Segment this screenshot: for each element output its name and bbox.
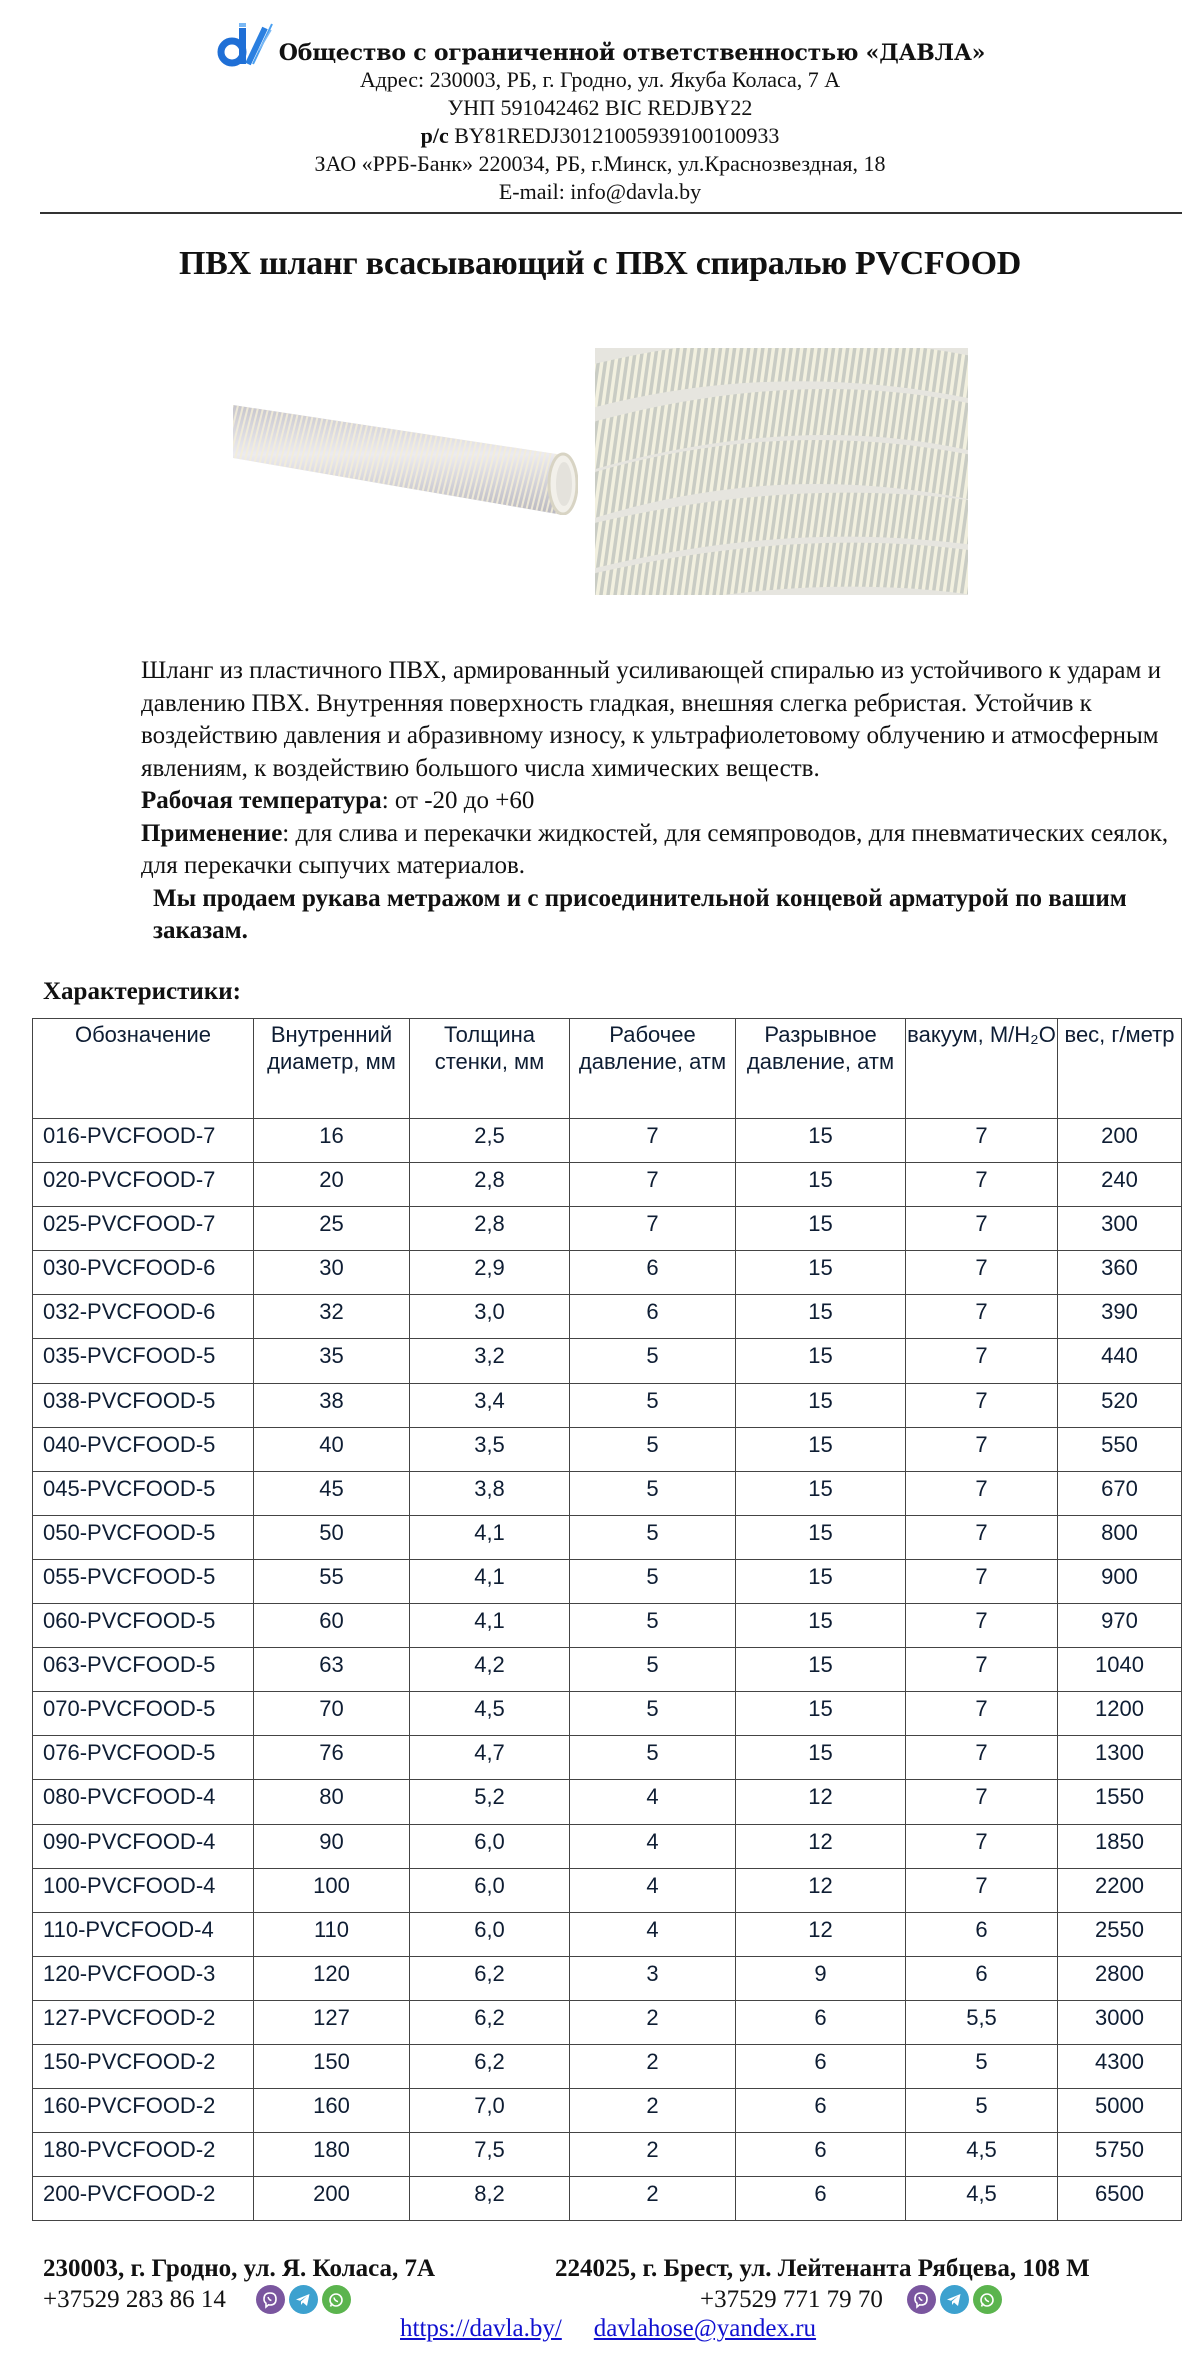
table-cell: 12 xyxy=(736,1868,906,1912)
cell-designation: 063-PVCFOOD-5 xyxy=(33,1648,254,1692)
table-cell: 15 xyxy=(736,1604,906,1648)
table-cell: 4300 xyxy=(1058,2044,1182,2088)
whatsapp-icon[interactable] xyxy=(973,2285,1002,2314)
table-cell: 6 xyxy=(736,2133,906,2177)
table-cell: 7 xyxy=(570,1207,736,1251)
table-cell: 6,2 xyxy=(410,2044,570,2088)
table-cell: 2,8 xyxy=(410,1207,570,1251)
table-cell: 6 xyxy=(736,2000,906,2044)
table-cell: 15 xyxy=(736,1163,906,1207)
table-cell: 110 xyxy=(254,1912,410,1956)
table-cell: 1850 xyxy=(1058,1824,1182,1868)
cell-designation: 035-PVCFOOD-5 xyxy=(33,1339,254,1383)
table-cell: 5 xyxy=(570,1383,736,1427)
table-cell: 2 xyxy=(570,2133,736,2177)
cell-designation: 050-PVCFOOD-5 xyxy=(33,1515,254,1559)
viber-icon[interactable] xyxy=(907,2285,936,2314)
col-wall-thickness: Толщина стенки, мм xyxy=(410,1019,570,1119)
table-row xyxy=(33,1163,1182,1207)
page-title: ПВХ шланг всасывающий с ПВХ спиралью PVCFOOD xyxy=(178,245,1022,282)
table-cell: 15 xyxy=(736,1119,906,1163)
table-cell: 7 xyxy=(906,1251,1058,1295)
table-cell: 1040 xyxy=(1058,1648,1182,1692)
table-cell: 15 xyxy=(736,1692,906,1736)
table-cell: 3,2 xyxy=(410,1339,570,1383)
cell-designation: 040-PVCFOOD-5 xyxy=(33,1427,254,1471)
brest-messengers xyxy=(907,2285,1002,2314)
application-value: : для слива и перекачки жидкостей, для семяпроводов, для пневматических сеялок, для перекачки сыпучих материалов. xyxy=(141,819,1169,879)
table-cell: 7 xyxy=(906,1824,1058,1868)
table-row xyxy=(33,1207,1182,1251)
application xyxy=(43,818,1173,883)
table-cell: 12 xyxy=(736,1780,906,1824)
cell-designation: 032-PVCFOOD-6 xyxy=(33,1295,254,1339)
table-cell: 15 xyxy=(736,1251,906,1295)
table-cell: 5750 xyxy=(1058,2133,1182,2177)
cell-designation: 090-PVCFOOD-4 xyxy=(33,1824,254,1868)
table-cell: 60 xyxy=(254,1604,410,1648)
table-cell: 390 xyxy=(1058,1295,1182,1339)
table-cell: 9 xyxy=(736,1956,906,2000)
footer-grodno-contacts xyxy=(43,2285,351,2314)
table-cell: 2550 xyxy=(1058,1912,1182,1956)
table-cell: 2 xyxy=(570,2089,736,2133)
cell-designation: 038-PVCFOOD-5 xyxy=(33,1383,254,1427)
table-cell: 550 xyxy=(1058,1427,1182,1471)
table-cell: 3,4 xyxy=(410,1383,570,1427)
cell-designation: 045-PVCFOOD-5 xyxy=(33,1471,254,1515)
table-cell: 6,2 xyxy=(410,2000,570,2044)
table-cell: 7 xyxy=(570,1163,736,1207)
company-name: Общество с ограниченной ответственностью «ДАВЛА» xyxy=(278,40,986,66)
cell-designation: 080-PVCFOOD-4 xyxy=(33,1780,254,1824)
table-cell: 15 xyxy=(736,1471,906,1515)
table-row xyxy=(33,1471,1182,1515)
working-temperature xyxy=(43,785,1173,818)
cell-designation: 070-PVCFOOD-5 xyxy=(33,1692,254,1736)
table-cell: 2800 xyxy=(1058,1956,1182,2000)
account-label: р/с xyxy=(420,123,449,148)
product-description-block xyxy=(43,655,1173,948)
cell-designation: 150-PVCFOOD-2 xyxy=(33,2044,254,2088)
table-cell: 5 xyxy=(906,2089,1058,2133)
table-cell: 25 xyxy=(254,1207,410,1251)
table-cell: 4,5 xyxy=(906,2133,1058,2177)
table-row xyxy=(33,1515,1182,1559)
table-cell: 6500 xyxy=(1058,2177,1182,2221)
table-cell: 76 xyxy=(254,1736,410,1780)
table-cell: 6 xyxy=(736,2177,906,2221)
viber-icon[interactable] xyxy=(256,2285,285,2314)
table-cell: 7 xyxy=(906,1471,1058,1515)
table-cell: 15 xyxy=(736,1339,906,1383)
col-weight: вес, г/метр xyxy=(1058,1019,1182,1119)
table-cell: 15 xyxy=(736,1383,906,1427)
table-cell: 200 xyxy=(1058,1119,1182,1163)
application-label: Применение xyxy=(141,819,283,847)
table-cell: 5 xyxy=(570,1648,736,1692)
table-cell: 150 xyxy=(254,2044,410,2088)
cell-designation: 160-PVCFOOD-2 xyxy=(33,2089,254,2133)
table-cell: 127 xyxy=(254,2000,410,2044)
table-row xyxy=(33,2089,1182,2133)
table-cell: 4,7 xyxy=(410,1736,570,1780)
header-divider xyxy=(40,212,1182,214)
table-cell: 4 xyxy=(570,1824,736,1868)
davla-logo-icon xyxy=(215,20,275,68)
table-cell: 7,5 xyxy=(410,2133,570,2177)
table-cell: 7 xyxy=(906,1736,1058,1780)
table-row xyxy=(33,1912,1182,1956)
table-cell: 6 xyxy=(906,1956,1058,2000)
table-row xyxy=(33,2000,1182,2044)
table-cell: 1550 xyxy=(1058,1780,1182,1824)
table-cell: 3000 xyxy=(1058,2000,1182,2044)
specifications-table xyxy=(32,1018,1182,2221)
table-cell: 55 xyxy=(254,1559,410,1603)
account-number: BY81REDJ30121005939100100933 xyxy=(454,123,780,148)
table-cell: 15 xyxy=(736,1515,906,1559)
company-line xyxy=(0,22,1200,66)
table-cell: 80 xyxy=(254,1780,410,1824)
company-unp: УНП 591042462 BIC REDJBY22 xyxy=(447,95,753,120)
table-cell: 4,5 xyxy=(906,2177,1058,2221)
table-row xyxy=(33,1692,1182,1736)
table-header-row xyxy=(33,1019,1182,1119)
footer-links xyxy=(400,2315,816,2343)
table-cell: 6,0 xyxy=(410,1824,570,1868)
col-inner-diameter: Внутренний диаметр, мм xyxy=(254,1019,410,1119)
table-cell: 7 xyxy=(906,1648,1058,1692)
footer-brest-contacts xyxy=(700,2285,1002,2314)
table-cell: 6 xyxy=(906,1912,1058,1956)
table-cell: 7 xyxy=(906,1604,1058,1648)
table-cell: 3,8 xyxy=(410,1471,570,1515)
company-address: Адрес: 230003, РБ, г. Гродно, ул. Якуба Коласа, 7 А xyxy=(359,67,841,92)
table-row xyxy=(33,1868,1182,1912)
cell-designation: 120-PVCFOOD-3 xyxy=(33,1956,254,2000)
cell-designation: 060-PVCFOOD-5 xyxy=(33,1604,254,1648)
table-cell: 6 xyxy=(736,2089,906,2133)
table-cell: 4,1 xyxy=(410,1515,570,1559)
table-cell: 5 xyxy=(906,2044,1058,2088)
table-cell: 1200 xyxy=(1058,1692,1182,1736)
cell-designation: 076-PVCFOOD-5 xyxy=(33,1736,254,1780)
table-cell: 32 xyxy=(254,1295,410,1339)
temperature-label: Рабочая температура xyxy=(141,787,382,814)
table-cell: 2,9 xyxy=(410,1251,570,1295)
table-cell: 2 xyxy=(570,2177,736,2221)
cell-designation: 110-PVCFOOD-4 xyxy=(33,1912,254,1956)
cell-designation: 055-PVCFOOD-5 xyxy=(33,1559,254,1603)
sales-note: Мы продаем рукава метражом и с присоединительной концевой арматурой по вашим заказам. xyxy=(153,884,1127,944)
table-cell: 38 xyxy=(254,1383,410,1427)
table-cell: 2 xyxy=(570,2044,736,2088)
table-cell: 7 xyxy=(906,1559,1058,1603)
table-cell: 15 xyxy=(736,1427,906,1471)
cell-designation: 127-PVCFOOD-2 xyxy=(33,2000,254,2044)
table-cell: 1300 xyxy=(1058,1736,1182,1780)
footer-brest-address: 224025, г. Брест, ул. Лейтенанта Рябцева, 108 М xyxy=(555,2255,1090,2282)
specs-heading: Характеристики: xyxy=(43,978,241,1005)
table-cell: 100 xyxy=(254,1868,410,1912)
table-cell: 2,5 xyxy=(410,1119,570,1163)
table-cell: 800 xyxy=(1058,1515,1182,1559)
table-row xyxy=(33,1604,1182,1648)
letterhead xyxy=(0,22,1200,206)
table-cell: 5000 xyxy=(1058,2089,1182,2133)
table-row xyxy=(33,1824,1182,1868)
col-designation: Обозначение xyxy=(33,1019,254,1119)
table-cell: 30 xyxy=(254,1251,410,1295)
table-row xyxy=(33,1339,1182,1383)
table-cell: 4,2 xyxy=(410,1648,570,1692)
table-cell: 6,0 xyxy=(410,1912,570,1956)
company-bank: ЗАО «РРБ-Банк» 220034, РБ, г.Минск, ул.Краснозвездная, 18 xyxy=(314,151,886,176)
table-row xyxy=(33,1780,1182,1824)
table-cell: 6,2 xyxy=(410,1956,570,2000)
table-cell: 120 xyxy=(254,1956,410,2000)
table-cell: 4,1 xyxy=(410,1604,570,1648)
table-cell: 6 xyxy=(736,2044,906,2088)
col-working-pressure: Рабочее давление, атм xyxy=(570,1019,736,1119)
table-cell: 7 xyxy=(906,1295,1058,1339)
hose-coiled-photo xyxy=(595,348,968,595)
table-cell: 12 xyxy=(736,1824,906,1868)
table-cell: 5 xyxy=(570,1339,736,1383)
table-cell: 45 xyxy=(254,1471,410,1515)
table-cell: 6,0 xyxy=(410,1868,570,1912)
table-row xyxy=(33,1119,1182,1163)
table-cell: 20 xyxy=(254,1163,410,1207)
table-row xyxy=(33,1736,1182,1780)
table-cell: 4 xyxy=(570,1912,736,1956)
table-row xyxy=(33,1251,1182,1295)
table-cell: 7 xyxy=(906,1163,1058,1207)
table-row xyxy=(33,2044,1182,2088)
table-cell: 7 xyxy=(906,1427,1058,1471)
table-cell: 12 xyxy=(736,1912,906,1956)
table-cell: 15 xyxy=(736,1736,906,1780)
table-cell: 7,0 xyxy=(410,2089,570,2133)
table-cell: 200 xyxy=(254,2177,410,2221)
table-cell: 7 xyxy=(906,1119,1058,1163)
table-cell: 520 xyxy=(1058,1383,1182,1427)
table-cell: 8,2 xyxy=(410,2177,570,2221)
table-cell: 3,0 xyxy=(410,1295,570,1339)
table-cell: 6 xyxy=(570,1251,736,1295)
table-cell: 15 xyxy=(736,1648,906,1692)
table-cell: 5 xyxy=(570,1559,736,1603)
table-cell: 360 xyxy=(1058,1251,1182,1295)
table-row xyxy=(33,1295,1182,1339)
table-cell: 180 xyxy=(254,2133,410,2177)
table-cell: 240 xyxy=(1058,1163,1182,1207)
cell-designation: 180-PVCFOOD-2 xyxy=(33,2133,254,2177)
email-link[interactable]: davlahose@yandex.ru xyxy=(593,2315,817,2342)
table-cell: 15 xyxy=(736,1295,906,1339)
table-cell: 4 xyxy=(570,1868,736,1912)
telegram-icon[interactable] xyxy=(940,2285,969,2314)
table-cell: 5,2 xyxy=(410,1780,570,1824)
table-cell: 7 xyxy=(906,1692,1058,1736)
table-cell: 7 xyxy=(906,1207,1058,1251)
table-row xyxy=(33,1648,1182,1692)
table-row xyxy=(33,1956,1182,2000)
table-cell: 3,5 xyxy=(410,1427,570,1471)
grodno-messengers xyxy=(256,2285,351,2314)
table-cell: 7 xyxy=(570,1119,736,1163)
table-cell: 5 xyxy=(570,1692,736,1736)
cell-designation: 030-PVCFOOD-6 xyxy=(33,1251,254,1295)
table-cell: 160 xyxy=(254,2089,410,2133)
table-cell: 5,5 xyxy=(906,2000,1058,2044)
company-email: E-mail: info@davla.by xyxy=(498,179,702,204)
table-row xyxy=(33,2133,1182,2177)
table-row xyxy=(33,1427,1182,1471)
table-cell: 970 xyxy=(1058,1604,1182,1648)
hose-straight-photo xyxy=(233,380,578,515)
table-cell: 7 xyxy=(906,1383,1058,1427)
table-cell: 70 xyxy=(254,1692,410,1736)
cell-designation: 200-PVCFOOD-2 xyxy=(33,2177,254,2221)
table-row xyxy=(33,2177,1182,2221)
product-description: Шланг из пластичного ПВХ, армированный усиливающей спиралью из устойчивого к ударам и давлению ПВХ. Внутренняя поверхность гладкая, внешняя слегка ребристая. Устойчив к воздействию давления и абразивному износу, к ультрафиолетовому облучению и атмосферным явлениям, к воздействию большого числа химических веществ. xyxy=(141,657,1161,782)
table-cell: 15 xyxy=(736,1207,906,1251)
table-cell: 5 xyxy=(570,1471,736,1515)
table-row xyxy=(33,1383,1182,1427)
table-cell: 16 xyxy=(254,1119,410,1163)
table-cell: 2,8 xyxy=(410,1163,570,1207)
table-cell: 4 xyxy=(570,1780,736,1824)
temperature-value: : от -20 до +60 xyxy=(381,787,535,814)
table-cell: 40 xyxy=(254,1427,410,1471)
cell-designation: 025-PVCFOOD-7 xyxy=(33,1207,254,1251)
table-cell: 300 xyxy=(1058,1207,1182,1251)
table-cell: 7 xyxy=(906,1515,1058,1559)
whatsapp-icon[interactable] xyxy=(322,2285,351,2314)
website-link[interactable]: https://davla.by/ xyxy=(400,2315,562,2342)
table-cell: 2 xyxy=(570,2000,736,2044)
table-cell: 3 xyxy=(570,1956,736,2000)
table-cell: 5 xyxy=(570,1736,736,1780)
table-cell: 90 xyxy=(254,1824,410,1868)
cell-designation: 020-PVCFOOD-7 xyxy=(33,1163,254,1207)
table-cell: 50 xyxy=(254,1515,410,1559)
telegram-icon[interactable] xyxy=(289,2285,318,2314)
table-cell: 7 xyxy=(906,1780,1058,1824)
brest-phone[interactable]: +37529 771 79 70 xyxy=(700,2285,883,2313)
table-cell: 5 xyxy=(570,1604,736,1648)
table-cell: 2200 xyxy=(1058,1868,1182,1912)
table-cell: 35 xyxy=(254,1339,410,1383)
table-cell: 440 xyxy=(1058,1339,1182,1383)
table-cell: 5 xyxy=(570,1427,736,1471)
table-cell: 6 xyxy=(570,1295,736,1339)
table-cell: 15 xyxy=(736,1559,906,1603)
table-cell: 900 xyxy=(1058,1559,1182,1603)
col-vacuum: вакуум, М/H₂O xyxy=(906,1019,1058,1119)
table-cell: 4,1 xyxy=(410,1559,570,1603)
table-cell: 5 xyxy=(570,1515,736,1559)
cell-designation: 100-PVCFOOD-4 xyxy=(33,1868,254,1912)
table-cell: 63 xyxy=(254,1648,410,1692)
col-burst-pressure: Разрывное давление, атм xyxy=(736,1019,906,1119)
table-row xyxy=(33,1559,1182,1603)
cell-designation: 016-PVCFOOD-7 xyxy=(33,1119,254,1163)
table-cell: 670 xyxy=(1058,1471,1182,1515)
table-cell: 4,5 xyxy=(410,1692,570,1736)
footer-grodno-address: 230003, г. Гродно, ул. Я. Коласа, 7А xyxy=(43,2255,436,2282)
grodno-phone[interactable]: +37529 283 86 14 xyxy=(43,2285,226,2313)
company-account xyxy=(0,122,1200,150)
table-cell: 7 xyxy=(906,1339,1058,1383)
table-cell: 7 xyxy=(906,1868,1058,1912)
